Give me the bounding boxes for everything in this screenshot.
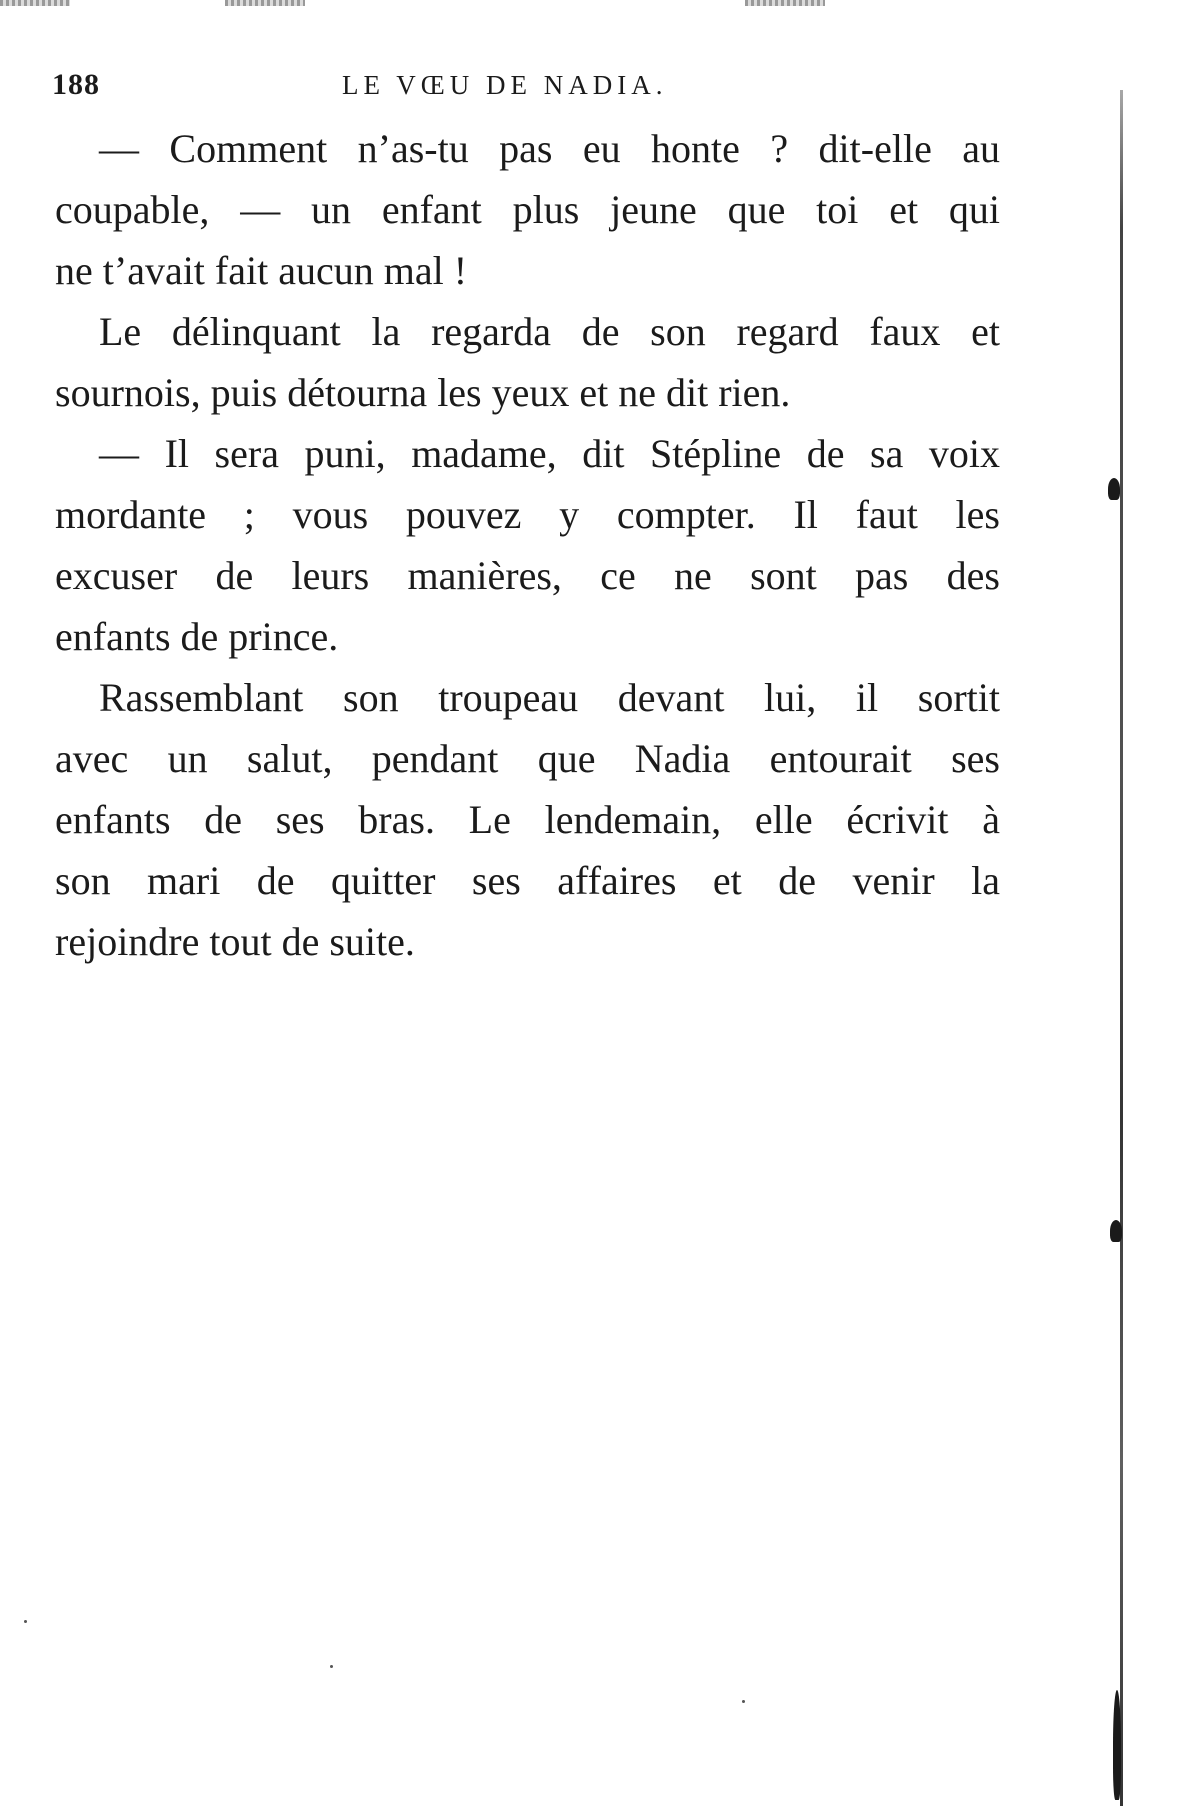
text-line: enfants de prince. (55, 614, 339, 659)
text-line: avec un salut, pendant que Nadia entourait ses (55, 736, 1000, 781)
text-line: — Comment n’as-tu pas eu honte ? dit-elle au (99, 126, 1000, 171)
scan-smudge (225, 0, 305, 6)
text-line: mordante ; vous pouvez y compter. Il faut les (55, 492, 1000, 537)
scan-speck (742, 1700, 745, 1703)
page-number: 188 (52, 68, 100, 101)
text-line: Le délinquant la regarda de son regard faux et (99, 309, 1000, 354)
scan-smudge (745, 0, 825, 6)
text-line: excuser de leurs manières, ce ne sont pas des (55, 553, 1000, 598)
scan-smudge (0, 0, 70, 6)
text-line: son mari de quitter ses affaires et de venir la (55, 858, 1000, 903)
text-line: — Il sera puni, madame, dit Stépline de sa voix (99, 431, 1000, 476)
text-line: sournois, puis détourna les yeux et ne dit rien. (55, 370, 791, 415)
running-head (52, 68, 712, 108)
scan-speck (330, 1665, 333, 1668)
text-line: Rassemblant son troupeau devant lui, il sortit (99, 675, 1000, 720)
binding-mark (1110, 1220, 1122, 1242)
scan-speck (24, 1620, 27, 1623)
body-text (55, 118, 1000, 972)
running-title: LE VŒU DE NADIA. (342, 70, 668, 100)
text-line: enfants de ses bras. Le lendemain, elle écrivit à (55, 797, 1000, 842)
text-line: coupable, — un enfant plus jeune que toi et qui (55, 187, 1000, 232)
text-line: ne t’avait fait aucun mal ! (55, 248, 468, 293)
binding-edge (1120, 90, 1123, 1806)
text-line: rejoindre tout de suite. (55, 919, 415, 964)
binding-mark (1108, 478, 1120, 500)
binding-mark (1113, 1690, 1121, 1800)
